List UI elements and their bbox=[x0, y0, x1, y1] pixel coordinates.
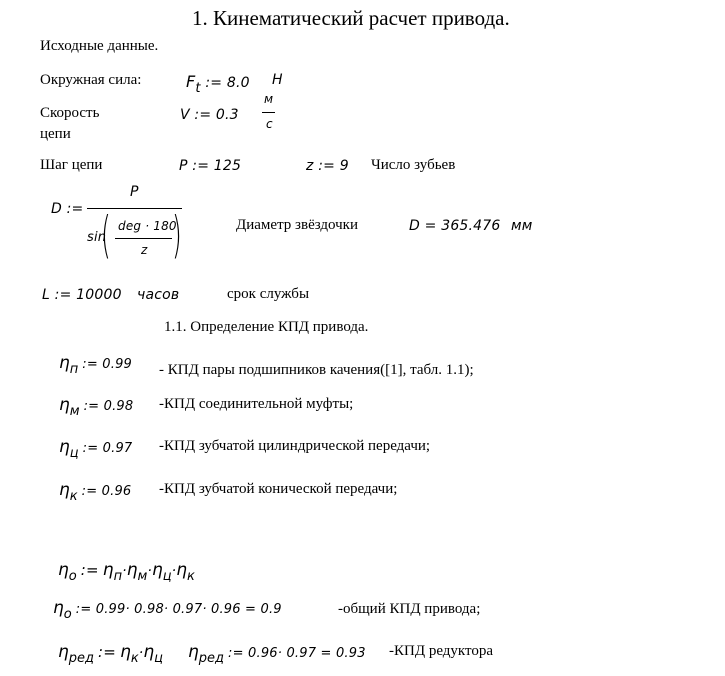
speed-unit-numerator: м bbox=[264, 92, 274, 106]
eta-symbol: η bbox=[59, 437, 70, 457]
efficiency-value: := 0.97 bbox=[82, 441, 133, 456]
eta-subscript: ц bbox=[162, 569, 172, 584]
efficiency-row bbox=[59, 395, 134, 419]
efficiency-row bbox=[59, 437, 133, 461]
efficiency-row bbox=[59, 353, 133, 377]
total-efficiency-description: -общий КПД привода; bbox=[338, 601, 481, 617]
diameter-result: D = 365.476 bbox=[409, 218, 501, 234]
speed-unit-denominator: с bbox=[266, 117, 273, 131]
eta-subscript: к bbox=[187, 569, 195, 584]
eta-symbol: η bbox=[151, 560, 163, 580]
eta-symbol: η bbox=[102, 560, 114, 580]
speed-label-line1: Скорость bbox=[40, 105, 100, 121]
reducer-efficiency-calculation bbox=[188, 642, 366, 666]
force-value: := 8.0 bbox=[205, 75, 250, 91]
eta-subscript: ред bbox=[68, 651, 95, 666]
eta-symbol: η bbox=[126, 560, 138, 580]
assign-operator: := bbox=[80, 561, 99, 579]
inner-fraction-bar bbox=[115, 238, 172, 239]
eta-symbol: η bbox=[59, 353, 70, 373]
pitch-label: Шаг цепи bbox=[40, 157, 103, 173]
eta-subscript: к bbox=[130, 651, 139, 666]
reducer-efficiency-description: -КПД редуктора bbox=[389, 643, 494, 659]
sin-function: sin bbox=[87, 230, 107, 245]
eta-subscript: о bbox=[68, 569, 77, 584]
efficiency-description: -КПД зубчатой цилиндрической передачи; bbox=[159, 438, 431, 454]
eta-symbol: η bbox=[120, 642, 131, 662]
diameter-lhs: D := bbox=[51, 201, 84, 217]
diameter-label: Диаметр звёздочки bbox=[236, 217, 358, 233]
force-unit: Н bbox=[272, 72, 283, 88]
inner-denominator: z bbox=[141, 243, 148, 257]
total-efficiency-calculation bbox=[53, 598, 282, 622]
initial-data-heading: Исходные данные. bbox=[40, 38, 159, 54]
teeth-expression: z := 9 bbox=[306, 158, 349, 174]
force-subscript: t bbox=[195, 81, 201, 96]
teeth-label: Число зубьев bbox=[371, 157, 456, 173]
diameter-numerator: P bbox=[130, 184, 139, 200]
life-unit: часов bbox=[137, 287, 180, 303]
speed-label-line2: цепи bbox=[40, 126, 71, 142]
eta-subscript: ред bbox=[198, 651, 225, 666]
left-parenthesis: ( bbox=[101, 206, 111, 264]
force-expression bbox=[186, 72, 250, 96]
efficiency-value: := 0.98 bbox=[83, 399, 134, 414]
force-label: Окружная сила: bbox=[40, 72, 142, 88]
eta-symbol: η bbox=[58, 642, 69, 662]
efficiency-description: -КПД зубчатой конической передачи; bbox=[159, 481, 398, 497]
eta-symbol: η bbox=[59, 480, 70, 500]
pitch-expression: P := 125 bbox=[179, 158, 242, 174]
eta-subscript: о bbox=[63, 607, 72, 622]
inner-numerator: deg · 180 bbox=[118, 219, 177, 233]
diameter-unit: мм bbox=[511, 218, 533, 234]
eta-symbol: η bbox=[143, 642, 155, 662]
eta-subscript: м bbox=[137, 569, 148, 584]
reducer-efficiency-definition: $\eta_{ред}$ := $\eta_к\cdot\eta_ц$ bbox=[58, 642, 163, 666]
eta-symbol: η bbox=[176, 560, 188, 580]
total-efficiency-definition: $\eta_о$ := $\eta_п\cdot\eta_м\cdot\eta_ц\cdot\eta_к$ bbox=[58, 560, 195, 584]
efficiency-row bbox=[59, 480, 132, 504]
force-symbol: F bbox=[186, 72, 196, 91]
eta-symbol: η bbox=[59, 395, 70, 415]
efficiency-description: -КПД соединительной муфты; bbox=[159, 396, 354, 412]
eta-subscript: ц bbox=[69, 446, 79, 461]
life-label: срок службы bbox=[227, 286, 310, 302]
page-title: 1. Кинематический расчет привода. bbox=[192, 6, 510, 30]
speed-expression: V := 0.3 bbox=[180, 107, 239, 123]
efficiency-value: := 0.96 bbox=[81, 484, 132, 499]
life-expression: L := 10000 bbox=[42, 287, 122, 303]
reducer-calc-expression: := 0.96· 0.97 = 0.93 bbox=[228, 646, 366, 661]
eta-symbol: η bbox=[188, 642, 199, 662]
eta-symbol: η bbox=[53, 598, 64, 618]
section-heading: 1.1. Определение КПД привода. bbox=[164, 319, 369, 335]
eta-subscript: ц bbox=[154, 651, 163, 666]
eta-subscript: п bbox=[69, 362, 79, 377]
speed-unit-fraction-bar bbox=[262, 112, 275, 113]
efficiency-description: - КПД пары подшипников качения([1], табл. 1.1); bbox=[159, 362, 474, 378]
assign-operator: := bbox=[98, 643, 117, 661]
eta-subscript: п bbox=[113, 569, 123, 584]
right-parenthesis: ) bbox=[172, 206, 182, 264]
total-calc-expression: := 0.99· 0.98· 0.97· 0.96 = 0.9 bbox=[75, 602, 282, 617]
eta-subscript: к bbox=[69, 489, 78, 504]
efficiency-value: := 0.99 bbox=[82, 357, 133, 372]
eta-symbol: η bbox=[58, 560, 69, 580]
eta-subscript: м bbox=[69, 404, 80, 419]
